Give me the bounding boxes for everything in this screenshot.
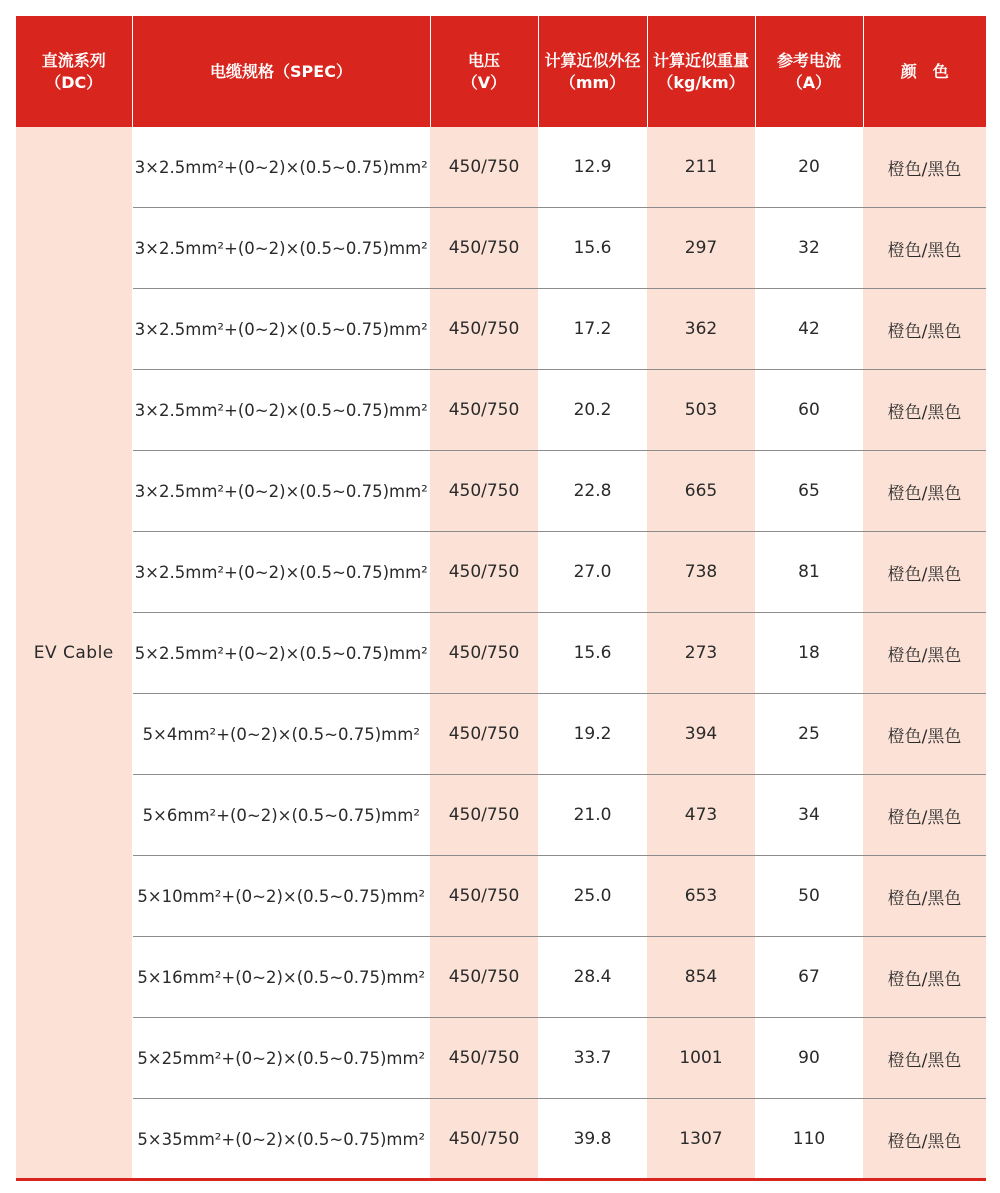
- voltage-cell: 450/750: [430, 208, 538, 289]
- diameter-cell: 15.6: [538, 208, 647, 289]
- table-row: [16, 775, 986, 856]
- color-cell: 橙色/黑色: [863, 451, 986, 532]
- spec-cell: 5×16mm²+(0~2)×(0.5~0.75)mm²: [132, 937, 430, 1018]
- header-diameter-line1: 计算近似外径: [544, 50, 641, 70]
- diameter-cell: 19.2: [538, 694, 647, 775]
- voltage-cell: 450/750: [430, 937, 538, 1018]
- diameter-cell: 28.4: [538, 937, 647, 1018]
- table-row: [16, 1099, 986, 1180]
- bottom-rule: [16, 1178, 986, 1181]
- table-header: [16, 16, 986, 127]
- diameter-cell: 17.2: [538, 289, 647, 370]
- color-cell: 橙色/黑色: [863, 1018, 986, 1099]
- voltage-cell: 450/750: [430, 1018, 538, 1099]
- diameter-cell: 15.6: [538, 613, 647, 694]
- spec-cell: 5×25mm²+(0~2)×(0.5~0.75)mm²: [132, 1018, 430, 1099]
- weight-cell: 362: [647, 289, 755, 370]
- table-row: [16, 289, 986, 370]
- current-cell: 50: [755, 856, 863, 937]
- header-color-line1: 颜 色: [900, 61, 949, 81]
- current-cell: 65: [755, 451, 863, 532]
- voltage-cell: 450/750: [430, 694, 538, 775]
- color-cell: 橙色/黑色: [863, 613, 986, 694]
- spec-cell: 3×2.5mm²+(0~2)×(0.5~0.75)mm²: [132, 370, 430, 451]
- table-row: [16, 613, 986, 694]
- header-voltage: [430, 16, 538, 127]
- header-diameter-line2: （mm）: [559, 72, 626, 92]
- header-voltage-line2: （V）: [461, 72, 507, 92]
- current-cell: 81: [755, 532, 863, 613]
- header-current-line2: （A）: [786, 72, 832, 92]
- header-weight: [647, 16, 755, 127]
- current-cell: 42: [755, 289, 863, 370]
- voltage-cell: 450/750: [430, 451, 538, 532]
- spec-cell: 5×4mm²+(0~2)×(0.5~0.75)mm²: [132, 694, 430, 775]
- header-weight-line2: （kg/km）: [657, 72, 745, 92]
- current-cell: 60: [755, 370, 863, 451]
- spec-cell: 5×10mm²+(0~2)×(0.5~0.75)mm²: [132, 856, 430, 937]
- spec-cell: 3×2.5mm²+(0~2)×(0.5~0.75)mm²: [132, 451, 430, 532]
- voltage-cell: 450/750: [430, 127, 538, 208]
- weight-cell: 394: [647, 694, 755, 775]
- current-cell: 34: [755, 775, 863, 856]
- voltage-cell: 450/750: [430, 856, 538, 937]
- color-cell: 橙色/黑色: [863, 289, 986, 370]
- diameter-cell: 27.0: [538, 532, 647, 613]
- weight-cell: 1001: [647, 1018, 755, 1099]
- header-series-line2: （DC）: [45, 72, 103, 92]
- header-weight-line1: 计算近似重量: [652, 50, 749, 70]
- header-spec: [132, 16, 430, 127]
- color-cell: 橙色/黑色: [863, 532, 986, 613]
- diameter-cell: 20.2: [538, 370, 647, 451]
- diameter-cell: 21.0: [538, 775, 647, 856]
- header-color: [863, 16, 986, 127]
- spec-cell: 5×2.5mm²+(0~2)×(0.5~0.75)mm²: [132, 613, 430, 694]
- color-cell: 橙色/黑色: [863, 370, 986, 451]
- weight-cell: 854: [647, 937, 755, 1018]
- voltage-cell: 450/750: [430, 532, 538, 613]
- table-row: [16, 532, 986, 613]
- spec-cell: 3×2.5mm²+(0~2)×(0.5~0.75)mm²: [132, 208, 430, 289]
- table-row: [16, 127, 986, 208]
- color-cell: 橙色/黑色: [863, 1099, 986, 1180]
- current-cell: 32: [755, 208, 863, 289]
- header-spec-line1: 电缆规格（SPEC）: [210, 61, 352, 81]
- series-name-cell: EV Cable: [16, 127, 132, 1179]
- header-voltage-line1: 电压: [467, 50, 500, 70]
- header-series: [16, 16, 132, 127]
- table-row: [16, 856, 986, 937]
- weight-cell: 503: [647, 370, 755, 451]
- voltage-cell: 450/750: [430, 1099, 538, 1180]
- weight-cell: 297: [647, 208, 755, 289]
- header-series-line1: 直流系列: [41, 50, 106, 70]
- color-cell: 橙色/黑色: [863, 694, 986, 775]
- header-current: [755, 16, 863, 127]
- weight-cell: 211: [647, 127, 755, 208]
- table-body: [16, 127, 986, 1179]
- spec-cell: 5×6mm²+(0~2)×(0.5~0.75)mm²: [132, 775, 430, 856]
- table-row: [16, 208, 986, 289]
- diameter-cell: 12.9: [573, 157, 612, 177]
- color-cell: 橙色/黑色: [863, 856, 986, 937]
- current-cell: 20: [798, 157, 820, 177]
- weight-cell: 738: [647, 532, 755, 613]
- table-row: [16, 451, 986, 532]
- weight-cell: 1307: [647, 1099, 755, 1180]
- color-cell: 橙色/黑色: [863, 127, 986, 208]
- color-cell: 橙色/黑色: [863, 775, 986, 856]
- spec-cell: 3×2.5mm²+(0~2)×(0.5~0.75)mm²: [134, 157, 428, 177]
- header-diameter: [538, 16, 647, 127]
- table-row: [16, 1018, 986, 1099]
- current-cell: 67: [755, 937, 863, 1018]
- spec-cell: 3×2.5mm²+(0~2)×(0.5~0.75)mm²: [132, 289, 430, 370]
- spec-cell: 3×2.5mm²+(0~2)×(0.5~0.75)mm²: [132, 532, 430, 613]
- voltage-cell: 450/750: [430, 370, 538, 451]
- diameter-cell: 25.0: [538, 856, 647, 937]
- color-cell: 橙色/黑色: [863, 937, 986, 1018]
- cable-spec-table: [16, 16, 986, 1179]
- current-cell: 25: [755, 694, 863, 775]
- table-row: [16, 694, 986, 775]
- voltage-cell: 450/750: [430, 613, 538, 694]
- weight-cell: 665: [647, 451, 755, 532]
- diameter-cell: 22.8: [538, 451, 647, 532]
- diameter-cell: 33.7: [538, 1018, 647, 1099]
- weight-cell: 473: [647, 775, 755, 856]
- header-row: [16, 16, 986, 127]
- current-cell: 18: [755, 613, 863, 694]
- spec-cell: 5×35mm²+(0~2)×(0.5~0.75)mm²: [132, 1099, 430, 1180]
- voltage-cell: 450/750: [430, 289, 538, 370]
- diameter-cell: 39.8: [538, 1099, 647, 1180]
- current-cell: 90: [755, 1018, 863, 1099]
- weight-cell: 273: [647, 613, 755, 694]
- table-row: [16, 370, 986, 451]
- voltage-cell: 450/750: [430, 775, 538, 856]
- table-row: [16, 937, 986, 1018]
- weight-cell: 653: [647, 856, 755, 937]
- current-cell: 110: [755, 1099, 863, 1180]
- color-cell: 橙色/黑色: [863, 208, 986, 289]
- header-current-line1: 参考电流: [776, 50, 841, 70]
